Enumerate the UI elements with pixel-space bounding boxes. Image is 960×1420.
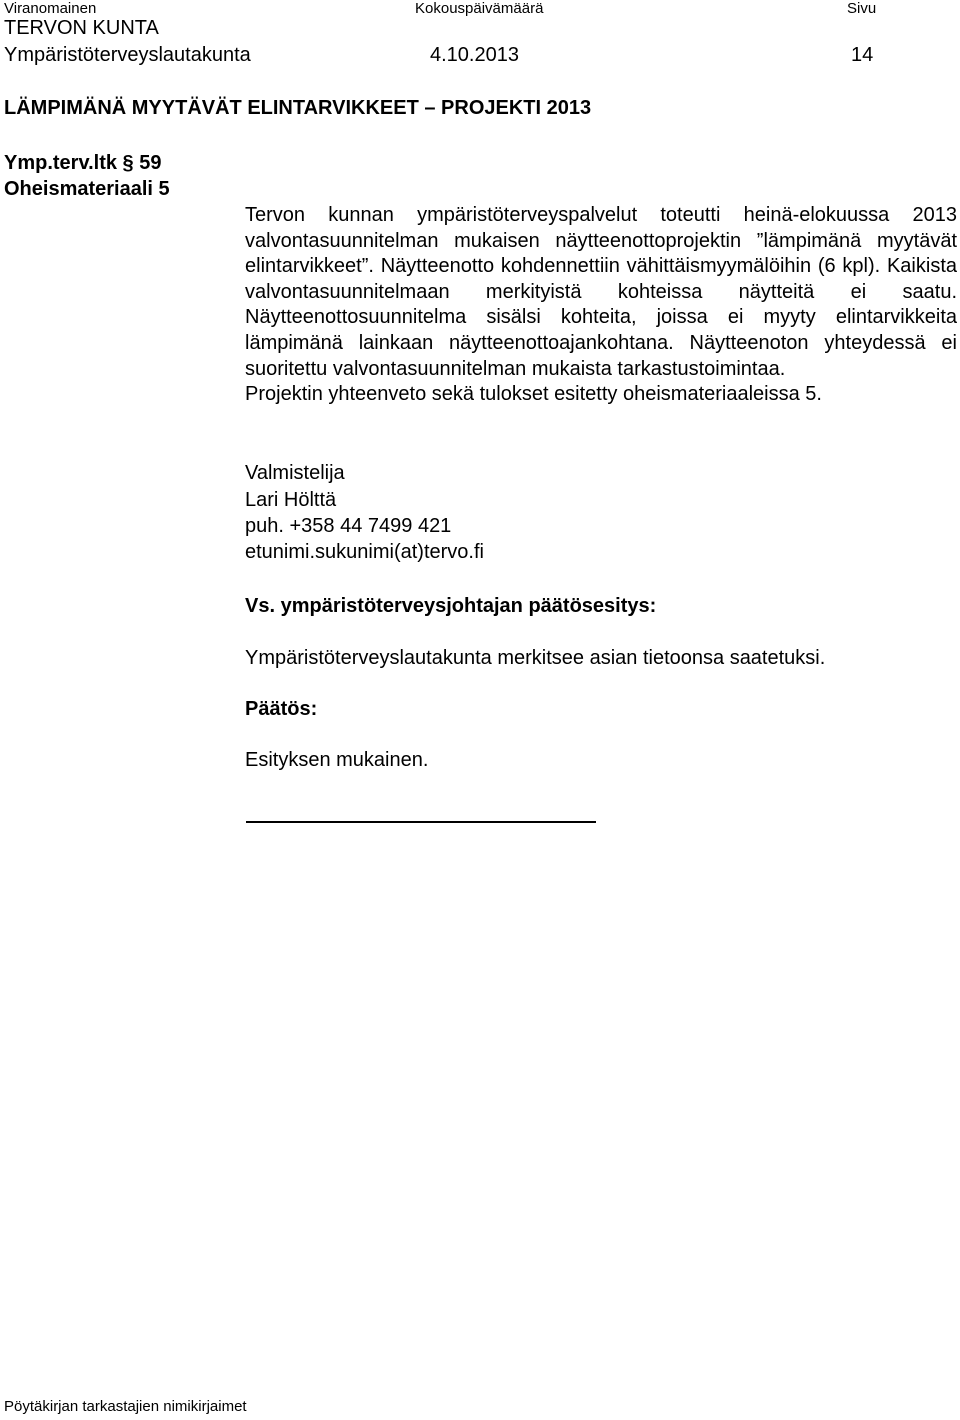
header-page-label: Sivu xyxy=(847,0,877,17)
footer-initials-label: Pöytäkirjan tarkastajien nimikirjaimet xyxy=(4,1398,247,1415)
organization-name: TERVON KUNTA xyxy=(4,17,159,39)
body-text xyxy=(245,203,957,408)
authority-name: Ympäristöterveyslautakunta xyxy=(4,44,251,66)
section-title: LÄMPIMÄNÄ MYYTÄVÄT ELINTARVIKKEET – PROJEKTI 2013 xyxy=(4,97,592,119)
signature-line xyxy=(246,821,596,823)
decision-text: Esityksen mukainen. xyxy=(245,749,429,771)
header-authority-label: Viranomainen xyxy=(4,0,97,17)
reference-paragraph: Ymp.terv.ltk § 59 xyxy=(4,152,162,174)
decision-heading: Päätös: xyxy=(245,698,318,720)
preparer-label: Valmistelija xyxy=(245,462,345,484)
preparer-phone: puh. +358 44 7499 421 xyxy=(245,515,452,537)
preparer-name: Lari Hölttä xyxy=(245,489,337,511)
reference-attachment: Oheismateriaali 5 xyxy=(4,178,170,200)
page-number: 14 xyxy=(851,44,874,66)
meeting-date: 4.10.2013 xyxy=(430,44,519,66)
proposal-heading: Vs. ympäristöterveysjohtajan päätösesitys: xyxy=(245,595,657,617)
body-summary: Projektin yhteenveto sekä tulokset esitetty oheismateriaaleissa 5. xyxy=(245,383,822,406)
body-paragraph: Tervon kunnan ympäristöterveyspalvelut toteutti heinä-elokuussa 2013 valvontasuunnitelman mukaisen näytteenottoprojektin ”lämpimänä myytävät elintarvikkeet”. Näytteenotto kohdennettiin vähittäismyymälöihin (6 kpl). Kaikista valvontasuunnitelmaan merkityistä kohteissa näytteitä ei saatu. Näytteenottosuunnitelma sisälsi kohteita, joissa ei myyty elintarvikkeita lämpimänä lainkaan näytteenottoajankohtana. Näytteenoton yhteydessä ei suoritettu valvontasuunnitelman mukaista tarkastustoimintaa. xyxy=(245,204,957,380)
proposal-text: Ympäristöterveyslautakunta merkitsee asian tietoonsa saatetuksi. xyxy=(245,647,826,669)
preparer-email: etunimi.sukunimi(at)tervo.fi xyxy=(245,541,484,563)
header-date-label: Kokouspäivämäärä xyxy=(415,0,544,17)
